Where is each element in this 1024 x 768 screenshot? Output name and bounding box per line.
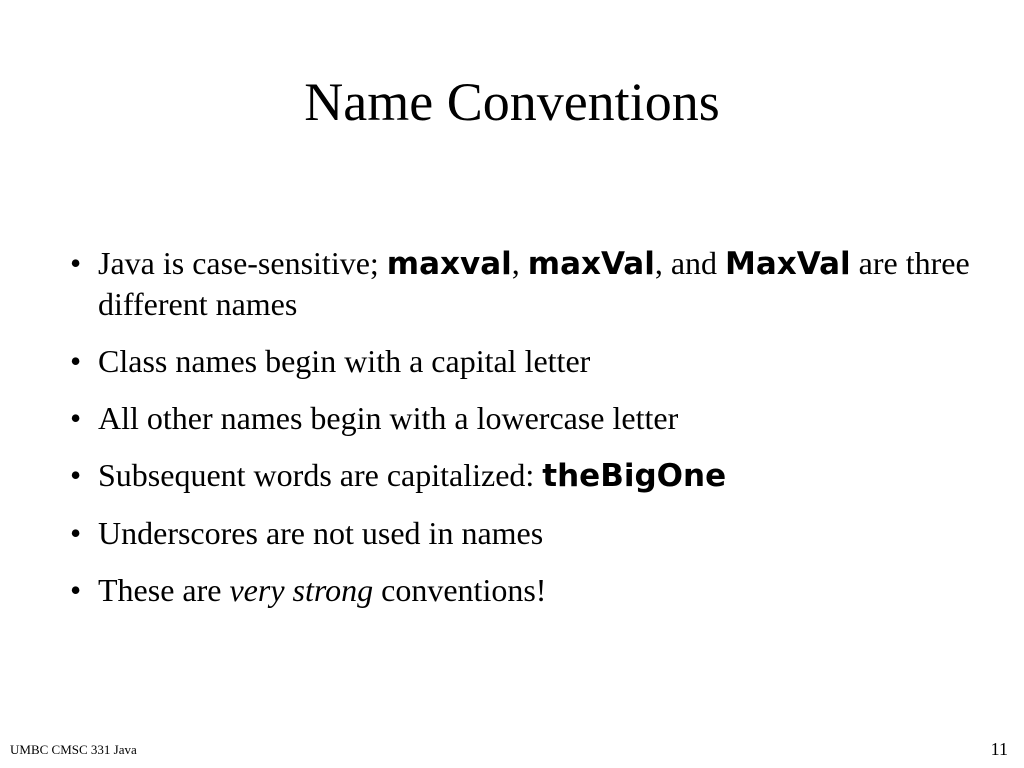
bullet-other-names [70,398,970,438]
bullet-text: are three different names [98,245,970,322]
bullet-text: Subsequent words are capitalized: [98,457,543,493]
bullet-text: Underscores are not used in names [98,515,544,551]
bullet-text: conventions! [373,572,547,608]
bullet-text: These are [98,572,230,608]
footer-course: UMBC CMSC 331 Java [10,742,137,757]
bullet-icon: • [70,572,82,608]
bullet-text: Java is case-sensitive; [98,245,387,281]
bullet-list [70,243,970,627]
bullet-strong-conventions [70,570,970,610]
emphasis-text: very strong [229,572,374,608]
bullet-icon: • [70,457,82,493]
bullet-icon: • [70,515,82,551]
code-maxval: maxval [386,246,512,282]
bullet-class-names [70,341,970,381]
bullet-text: , and [654,245,726,281]
page-number: 11 [990,739,1008,759]
bullet-subsequent-words [70,455,970,496]
bullet-text: , [511,245,528,281]
bullet-icon: • [70,245,82,281]
bullet-text: Class names begin with a capital letter [98,343,591,379]
code-maxVal: maxVal [527,246,655,282]
bullet-underscores [70,513,970,553]
code-MaxVal: MaxVal [725,246,851,282]
slide-title: Name Conventions [304,72,720,132]
code-theBigOne: theBigOne [542,458,727,494]
bullet-case-sensitive [70,243,970,324]
bullet-icon: • [70,343,82,379]
bullet-text: All other names begin with a lowercase letter [98,400,679,436]
bullet-icon: • [70,400,82,436]
